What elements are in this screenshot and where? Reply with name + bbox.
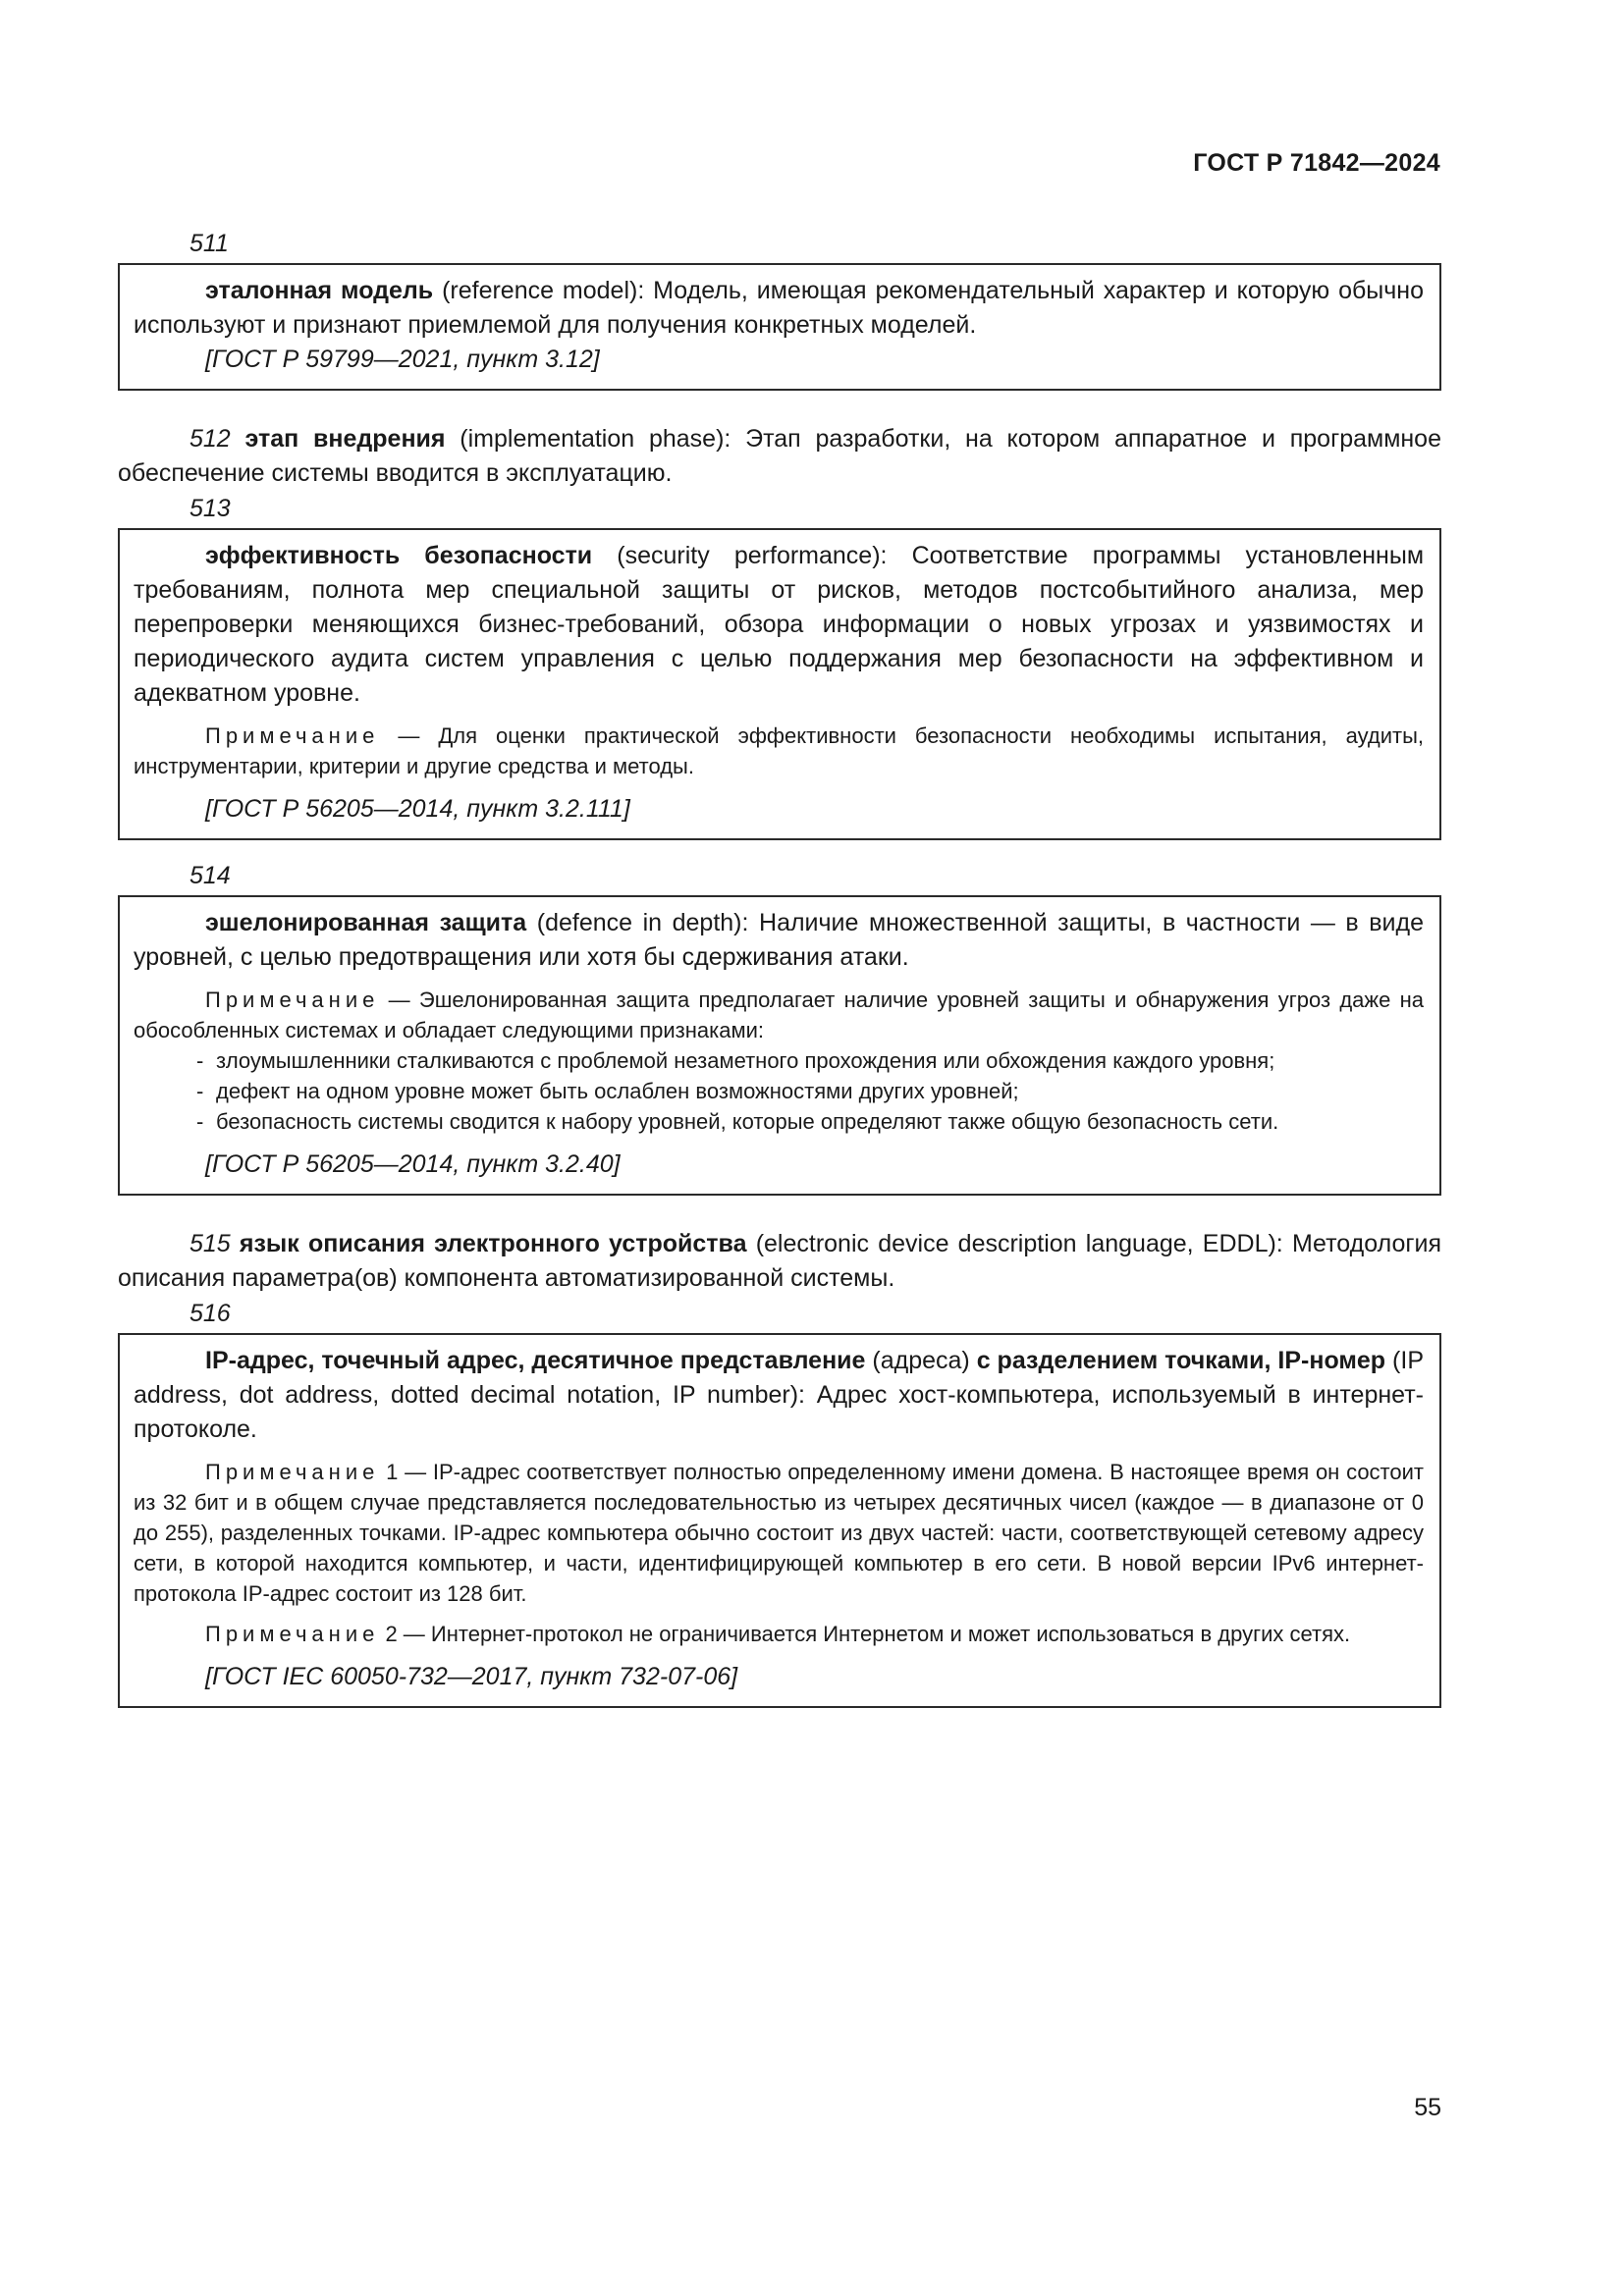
entry-box-511 — [118, 263, 1441, 391]
entry-definition-text: (security performance): Соответствие программы установленным требованиям, полнота мер специальной защиты от рисков, методов постсобытийного анализа, мер перепроверки меняющихся бизнес-требований, обзора информации о новых угрозах и уязвимостях и периодического аудита систем управления с целью поддержания мер безопасности на эффективном и адекватном уровне. — [134, 542, 1425, 707]
entry-number: 513 — [189, 495, 231, 522]
entry-515 — [118, 1227, 1441, 1296]
entry-definition-text: (IP address, dot address, dotted decimal notation, IP number): Адрес хост-компьютера, используемый в интернет-протоколе. — [134, 1347, 1424, 1443]
entry-number: 516 — [189, 1300, 231, 1327]
entry-definition — [134, 1344, 1424, 1447]
entry-definition-text: (electronic device description language, EDDL): Методология описания параметра(ов) компонента автоматизированной системы. — [118, 1230, 1441, 1292]
note-text: — Эшелонированная защита предполагает наличие уровней защиты и обнаружения угроз даже на обособленных системах и обладает следующими признаками: — [134, 988, 1424, 1042]
entry-term-plain: (адреса) — [865, 1347, 977, 1374]
document-id-header: ГОСТ Р 71842—2024 — [1193, 149, 1440, 177]
entry-term: с разделением точками, IP-номер — [976, 1347, 1386, 1374]
entry-note-2 — [134, 1619, 1424, 1649]
entry-definition — [134, 539, 1424, 711]
entry-512 — [118, 422, 1441, 491]
entry-box-513 — [118, 528, 1441, 840]
entry-box-516 — [118, 1333, 1441, 1708]
entry-source: [ГОСТ Р 56205—2014, пункт 3.2.40] — [205, 1150, 621, 1178]
page-content — [118, 226, 1441, 1708]
entry-number: 511 — [189, 230, 229, 257]
entry-definition-text: (reference model): Модель, имеющая рекомендательный характер и которую обычно используют и признают приемлемой для получения конкретных моделей. — [134, 277, 1424, 339]
entry-term: эффективность безопасности — [205, 542, 593, 569]
entry-box-514 — [118, 895, 1441, 1196]
note-label: Примечание — [205, 1622, 380, 1646]
entry-source: [ГОСТ Р 56205—2014, пункт 3.2.111] — [205, 795, 630, 823]
note-text: 2 — Интернет-протокол не ограничивается Интернетом и может использоваться в других сетях. — [379, 1622, 1351, 1646]
entry-definition-text: (implementation phase): Этап разработки, на котором аппаратное и программное обеспечение системы вводится в эксплуатацию. — [118, 425, 1441, 487]
entry-definition — [134, 274, 1424, 343]
page-number: 55 — [1414, 2094, 1441, 2121]
note-text: — Для оценки практической эффективности безопасности необходимы испытания, аудиты, инструментарии, критерии и другие средства и методы. — [134, 723, 1424, 778]
entry-note — [134, 721, 1424, 781]
entry-number: 514 — [189, 862, 231, 889]
list-item: - злоумышленники сталкиваются с проблемой незаметного прохождения или обхождения каждого уровня; — [196, 1045, 1424, 1076]
list-item: - дефект на одном уровне может быть ослаблен возможностями других уровней; — [196, 1076, 1424, 1106]
note-text: 1 — IP-адрес соответствует полностью определенному имени домена. В настоящее время он состоит из 32 бит и в общем случае представляется последовательностью из четырех десятичных чисел (каждое — в диапазоне от 0 до 255), разделенных точками. IP-адрес компьютера обычно состоит из двух частей: части, соответствующей сетевому адресу сети, в которой находится компьютер, и части, идентифицирующей компьютер в его сети. В новой версии IPv6 интернет-протокола IP-адрес состоит из 128 бит. — [134, 1460, 1424, 1606]
entry-number: 512 — [189, 425, 231, 453]
entry-term: эшелонированная защита — [205, 909, 527, 936]
entry-note — [134, 985, 1424, 1045]
note-bullet-list — [134, 1045, 1424, 1137]
entry-number: 515 — [189, 1230, 231, 1257]
entry-term: IP-адрес, точечный адрес, десятичное представление — [205, 1347, 866, 1374]
note-label: Примечание — [205, 988, 380, 1012]
entry-note-1 — [134, 1457, 1424, 1609]
entry-source: [ГОСТ IEC 60050-732—2017, пункт 732-07-06] — [205, 1663, 738, 1690]
entry-source: [ГОСТ Р 59799—2021, пункт 3.12] — [205, 346, 600, 373]
entry-definition — [134, 906, 1424, 975]
entry-term: язык описания электронного устройства — [239, 1230, 747, 1257]
entry-definition-text: (defence in depth): Наличие множественной защиты, в частности — в виде уровней, с целью предотвращения или хотя бы сдерживания атаки. — [134, 909, 1424, 971]
note-label: Примечание — [205, 723, 380, 748]
note-label: Примечание — [205, 1460, 380, 1484]
list-item: - безопасность системы сводится к набору уровней, которые определяют также общую безопасность сети. — [196, 1106, 1424, 1137]
entry-term: этап внедрения — [244, 425, 446, 453]
entry-term: эталонная модель — [205, 277, 434, 304]
